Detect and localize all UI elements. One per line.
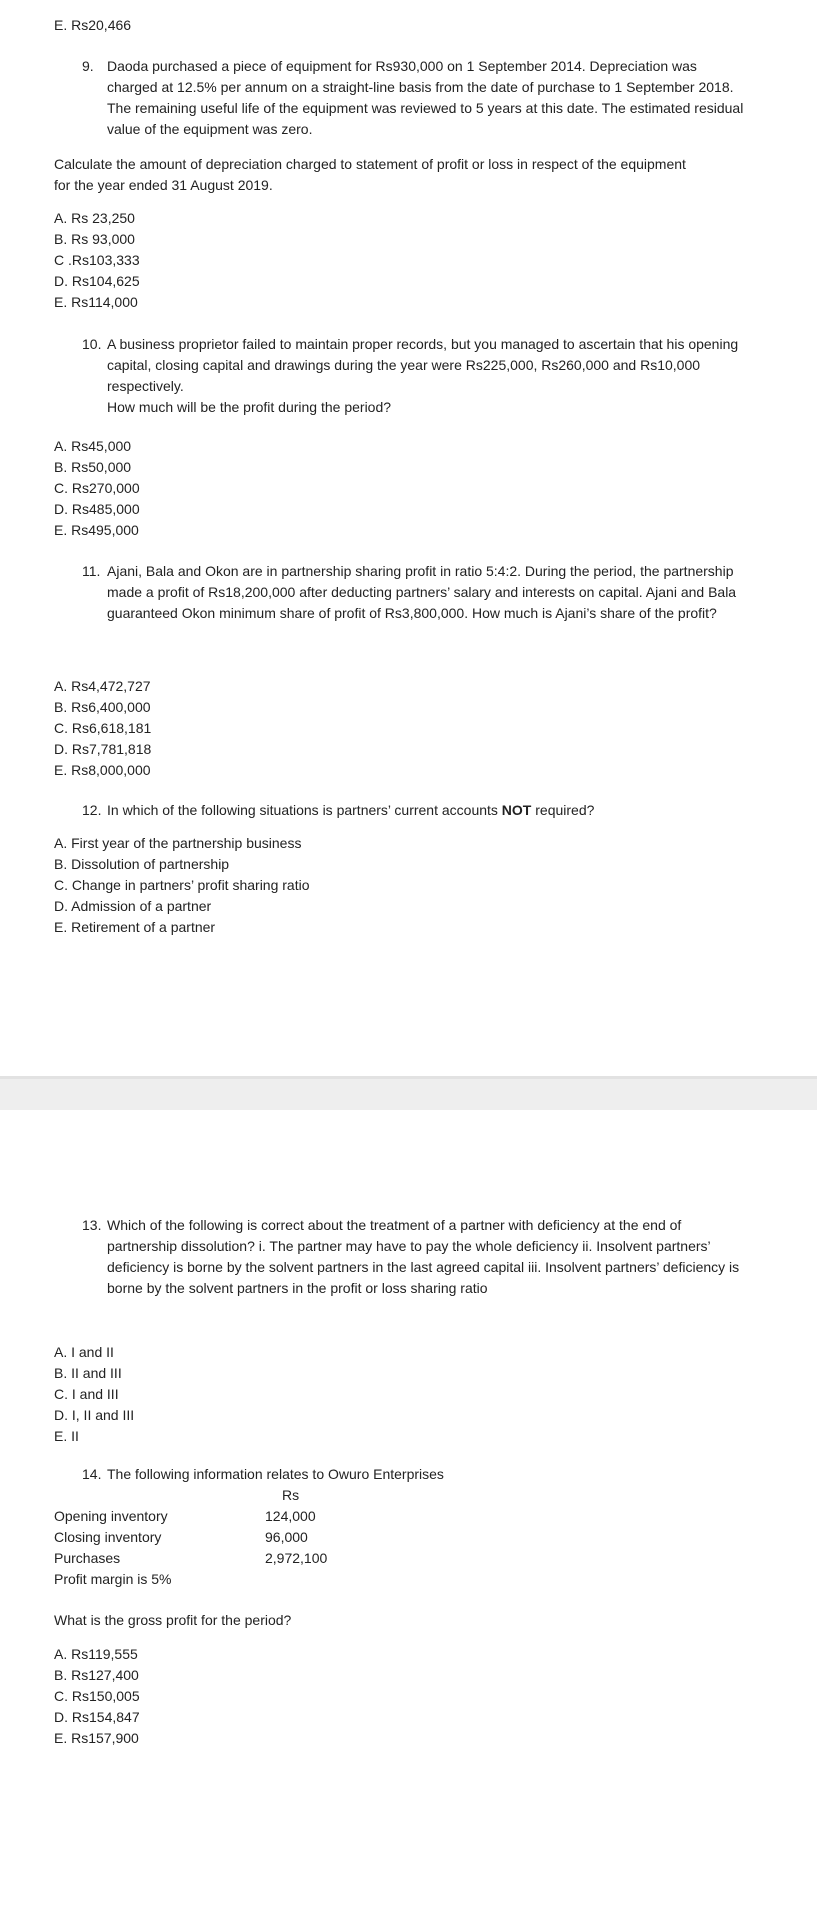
question-11 bbox=[82, 561, 744, 624]
question-number: 13. bbox=[82, 1217, 102, 1233]
q10-option-c: C. Rs270,000 bbox=[54, 480, 140, 496]
q14-question-prompt: What is the gross profit for the period? bbox=[54, 1612, 292, 1628]
q9-option-c: C .Rs103,333 bbox=[54, 252, 140, 268]
q12-option-b: B. Dissolution of partnership bbox=[54, 856, 230, 872]
q11-option-e: E. Rs8,000,000 bbox=[54, 762, 151, 778]
q11-option-d: D. Rs7,781,818 bbox=[54, 741, 152, 757]
question-number: 9. bbox=[82, 58, 94, 74]
q10-option-b: B. Rs50,000 bbox=[54, 459, 132, 475]
q13-option-e: E. II bbox=[54, 1428, 79, 1444]
question-text-part-2: required? bbox=[531, 802, 595, 818]
question-9 bbox=[82, 56, 744, 140]
q8-option-e: E. Rs20,466 bbox=[54, 17, 132, 33]
question-text: The following information relates to Owuro Enterprises bbox=[107, 1466, 444, 1482]
question-text: Daoda purchased a piece of equipment for Rs930,000 on 1 September 2014. Depreciation was charged at 12.5% per annum on a straight-line basis from the date of purchase to 1 September 2018. The remaining useful life of the equipment was reviewed to 5 years at this date. The estimated residual value of the equipment was zero. bbox=[107, 58, 744, 137]
q13-option-c: C. I and III bbox=[54, 1386, 119, 1402]
q9-option-b: B. Rs 93,000 bbox=[54, 231, 135, 247]
q10-option-d: D. Rs485,000 bbox=[54, 501, 140, 517]
question-number: 12. bbox=[82, 802, 102, 818]
question-text: Ajani, Bala and Okon are in partnership sharing profit in ratio 5:4:2. During the period, the partnership made a profit of Rs18,200,000 after deducting partners’ salary and interests on capital. Ajani and Bala guaranteed Okon minimum share of profit of Rs3,800,000. How much is Ajani’s share of the profit? bbox=[107, 563, 737, 621]
q13-option-b: B. II and III bbox=[54, 1365, 122, 1381]
q9-option-e: E. Rs114,000 bbox=[54, 294, 138, 310]
table-row-value: 96,000 bbox=[265, 1529, 308, 1545]
q11-option-c: C. Rs6,618,181 bbox=[54, 720, 152, 736]
q11-option-a: A. Rs4,472,727 bbox=[54, 678, 151, 694]
q14-option-c: C. Rs150,005 bbox=[54, 1688, 140, 1704]
question-text-part-1: In which of the following situations is partners’ current accounts bbox=[107, 802, 502, 818]
q9-instruction-line-1: Calculate the amount of depreciation charged to statement of profit or loss in respect of the equipment bbox=[54, 156, 686, 172]
table-row-value: 2,972,100 bbox=[265, 1550, 328, 1566]
q12-option-e: E. Retirement of a partner bbox=[54, 919, 216, 935]
q9-option-a: A. Rs 23,250 bbox=[54, 210, 135, 226]
q9-instruction-line-2: for the year ended 31 August 2019. bbox=[54, 177, 273, 193]
q11-option-b: B. Rs6,400,000 bbox=[54, 699, 151, 715]
question-number: 14. bbox=[82, 1466, 102, 1482]
q13-option-d: D. I, II and III bbox=[54, 1407, 135, 1423]
page-2 bbox=[0, 1110, 817, 1920]
question-13 bbox=[82, 1215, 744, 1299]
question-number: 10. bbox=[82, 336, 102, 352]
question-text bbox=[107, 800, 744, 821]
currency-header: Rs bbox=[282, 1487, 300, 1503]
q14-option-a: A. Rs119,555 bbox=[54, 1646, 138, 1662]
table-row-label: Opening inventory bbox=[54, 1508, 168, 1524]
q13-option-a: A. I and II bbox=[54, 1344, 114, 1360]
q14-option-e: E. Rs157,900 bbox=[54, 1730, 139, 1746]
q12-option-d: D. Admission of a partner bbox=[54, 898, 212, 914]
q14-option-b: B. Rs127,400 bbox=[54, 1667, 139, 1683]
profit-margin-note: Profit margin is 5% bbox=[54, 1571, 172, 1587]
q14-option-d: D. Rs154,847 bbox=[54, 1709, 140, 1725]
page-separator bbox=[0, 1076, 817, 1110]
question-number: 11. bbox=[82, 563, 101, 579]
q10-option-a: A. Rs45,000 bbox=[54, 438, 132, 454]
question-text: Which of the following is correct about the treatment of a partner with deficiency at the end of partnership dissolution? i. The partner may have to pay the whole deficiency ii. Insolvent partners’ deficiency is borne by the solvent partners in the last agreed capital iii. Insolvent partners’ deficiency is borne by the solvent partners in the profit or loss sharing ratio bbox=[107, 1217, 740, 1296]
question-14 bbox=[82, 1464, 744, 1485]
q12-option-a: A. First year of the partnership business bbox=[54, 835, 302, 851]
q9-option-d: D. Rs104,625 bbox=[54, 273, 140, 289]
question-12 bbox=[82, 800, 744, 821]
question-prompt: How much will be the profit during the period? bbox=[107, 399, 392, 415]
table-row-value: 124,000 bbox=[265, 1508, 316, 1524]
q10-option-e: E. Rs495,000 bbox=[54, 522, 139, 538]
question-text-emphasis: NOT bbox=[501, 802, 532, 818]
table-row-label: Purchases bbox=[54, 1550, 121, 1566]
question-10 bbox=[82, 334, 744, 418]
q12-option-c: C. Change in partners’ profit sharing ratio bbox=[54, 877, 310, 893]
table-row-label: Closing inventory bbox=[54, 1529, 162, 1545]
question-text: A business proprietor failed to maintain proper records, but you managed to ascertain that his opening capital, closing capital and drawings during the year were Rs225,000, Rs260,000 and Rs10,000 respectively. bbox=[107, 336, 739, 394]
